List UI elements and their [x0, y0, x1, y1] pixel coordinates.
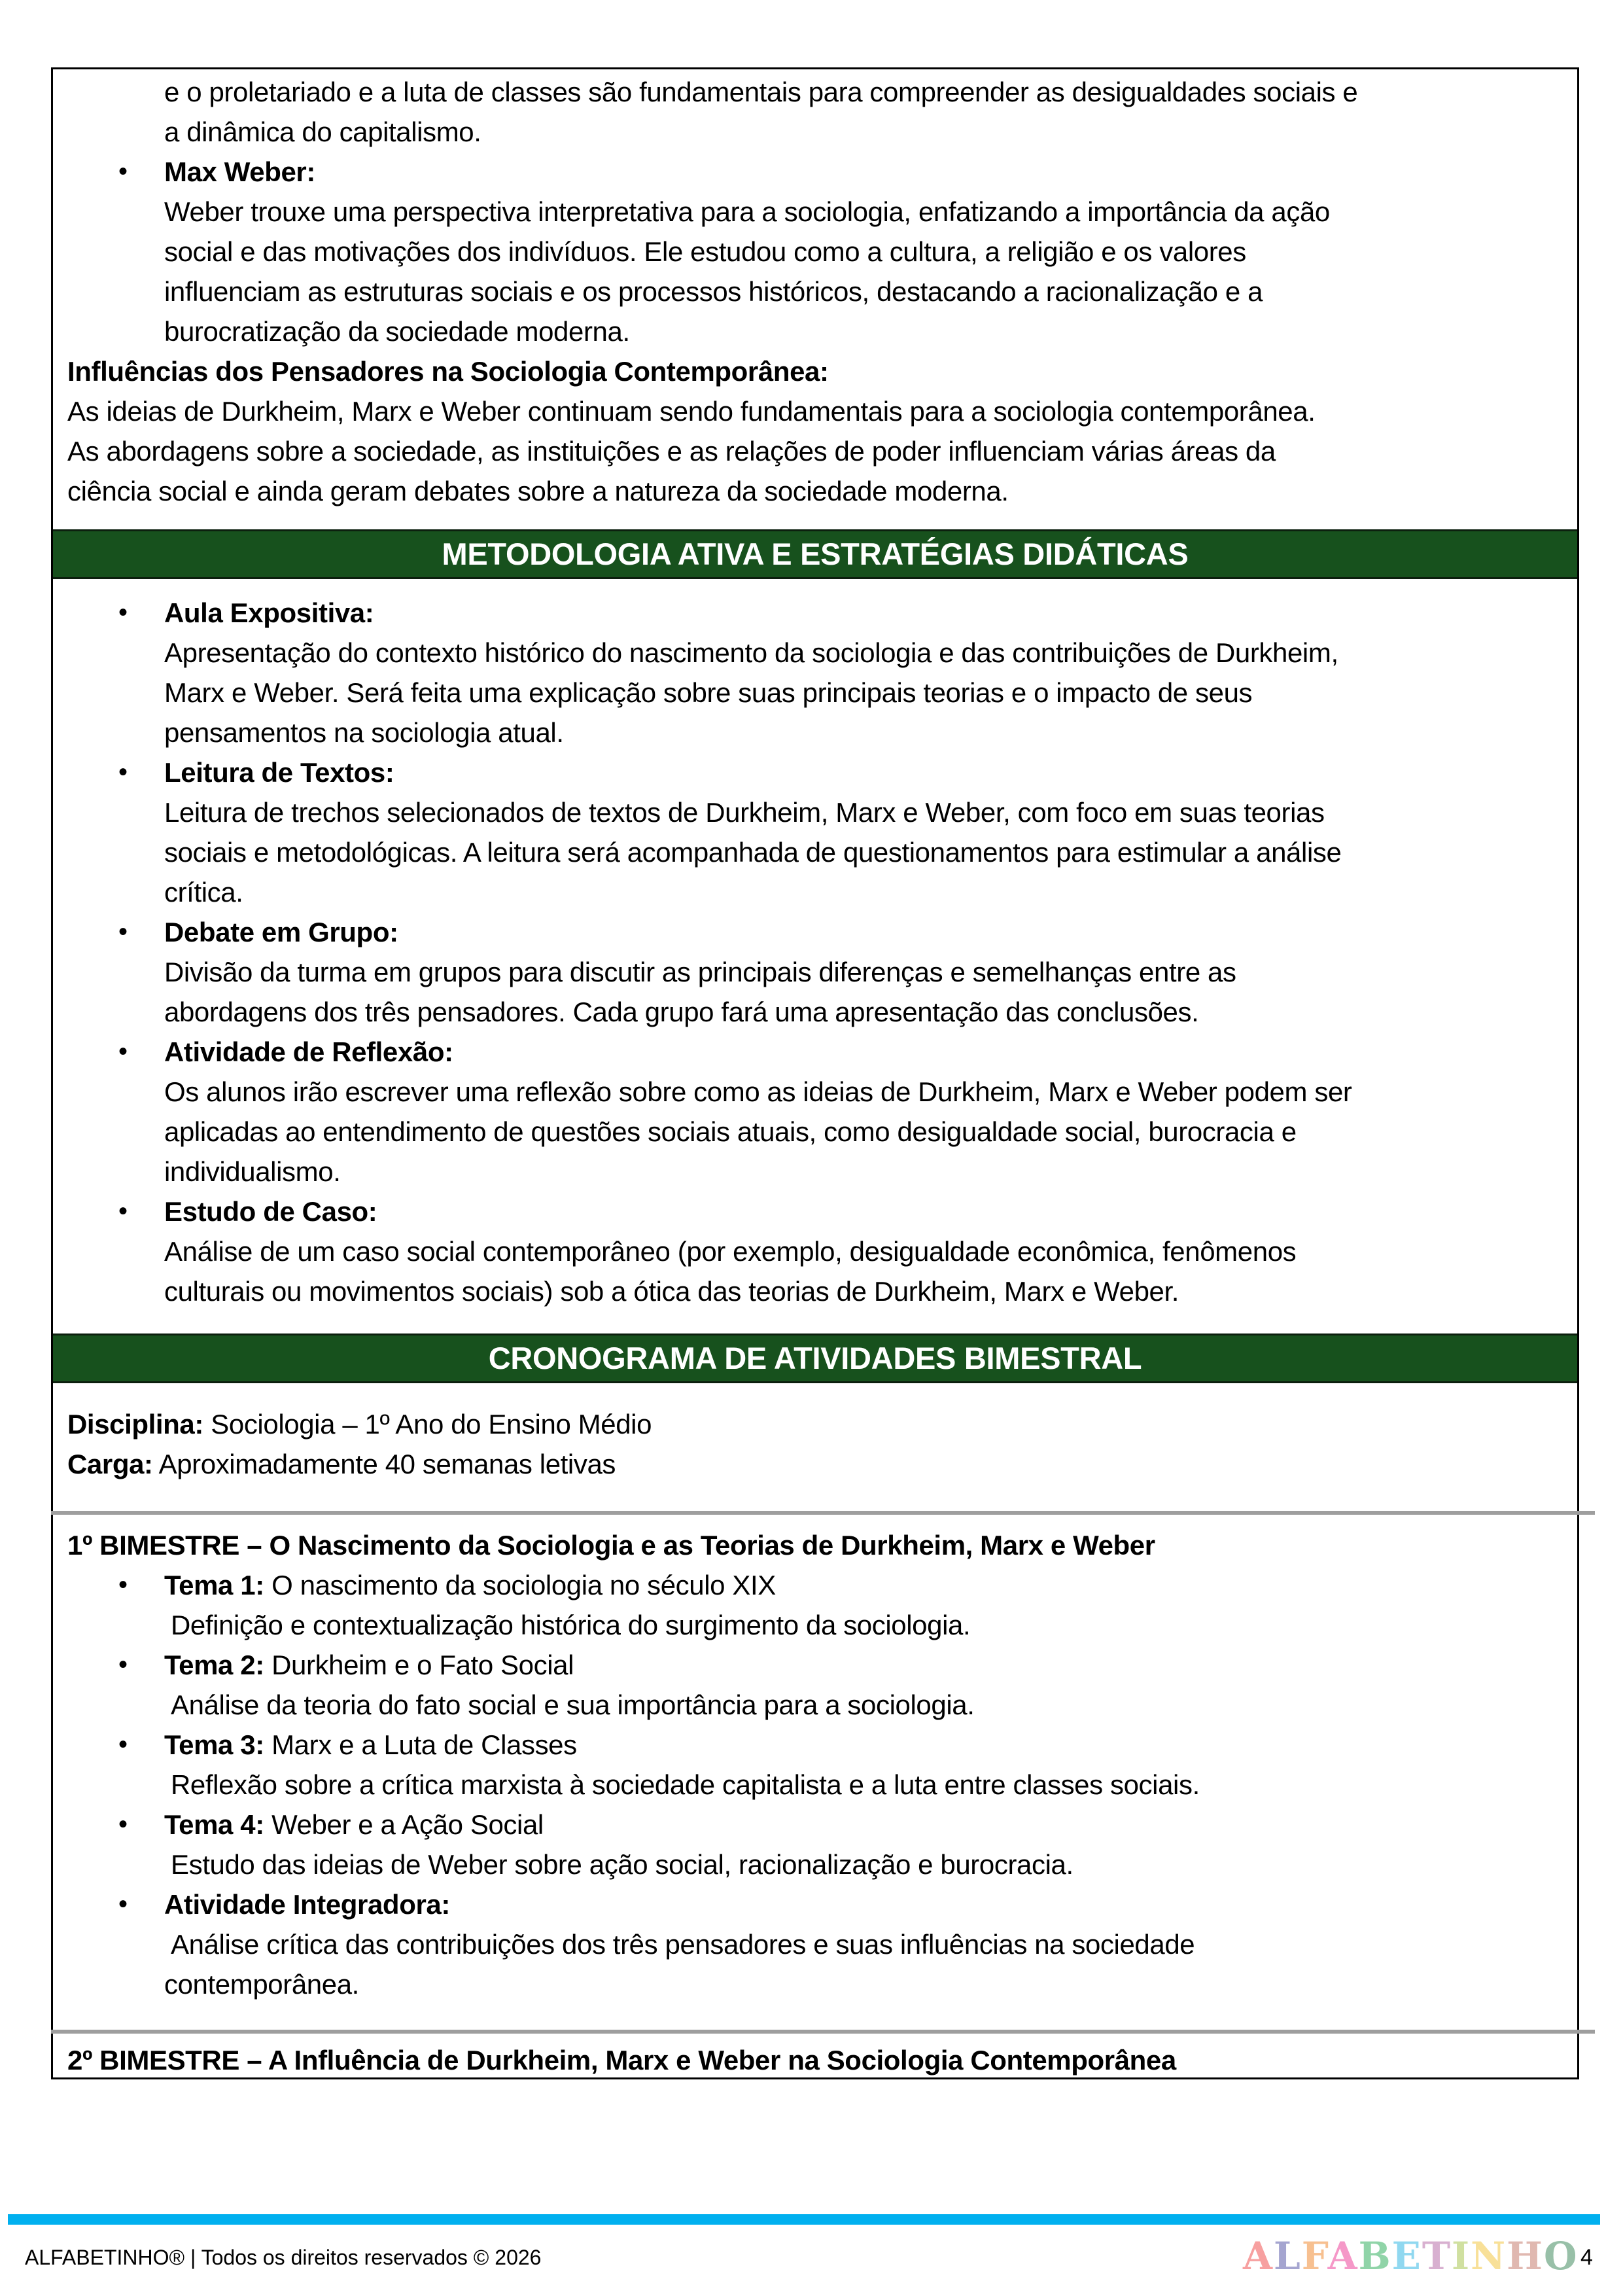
disciplina-value: Sociologia – 1º Ano do Ensino Médio	[203, 1409, 652, 1439]
tema-value: Durkheim e o Fato Social	[264, 1650, 574, 1680]
tema-desc: Definição e contextualização histórica do surgimento da sociologia.	[171, 1610, 971, 1640]
tema-label: Tema 1:	[164, 1570, 264, 1600]
section-divider	[51, 1511, 1595, 1515]
bimestre-2	[53, 2040, 1577, 2080]
tema-item	[53, 1565, 1577, 1605]
logo-letter: O	[1543, 2234, 1579, 2278]
influencias-line: ciência social e ainda geram debates sobre a natureza da sociedade moderna.	[67, 476, 1009, 506]
influencias-line: As ideias de Durkheim, Marx e Weber continuam sendo fundamentais para a sociologia contemporânea.	[67, 396, 1316, 427]
bullet-icon: •	[118, 1810, 128, 1839]
weber-line: burocratização da sociedade moderna.	[164, 316, 630, 347]
item-line: sociais e metodológicas. A leitura será acompanhada de questionamentos para estimular a análise	[164, 837, 1342, 868]
logo-letter: E	[1391, 2234, 1422, 2278]
item-line: Os alunos irão escrever uma reflexão sobre como as ideias de Durkheim, Marx e Weber podem ser	[164, 1076, 1352, 1107]
carga-row	[53, 1444, 1577, 1484]
bimestre-1	[53, 1525, 1577, 2004]
tema-value: O nascimento da sociologia no século XIX	[264, 1570, 776, 1600]
bullet-icon: •	[118, 598, 128, 627]
logo-letter: N	[1471, 2234, 1507, 2278]
bimestre-1-title: 1º BIMESTRE – O Nascimento da Sociologia e as Teorias de Durkheim, Marx e Weber	[67, 1530, 1155, 1561]
bullet-icon: •	[118, 157, 128, 186]
influencias-title: Influências dos Pensadores na Sociologia Contemporânea:	[67, 356, 829, 387]
alfabetinho-logo	[1243, 2236, 1579, 2276]
item-line: aplicadas ao entendimento de questões sociais atuais, como desigualdade social, burocracia e	[164, 1116, 1297, 1147]
tema-label: Atividade Integradora:	[164, 1889, 450, 1920]
logo-letter: B	[1358, 2234, 1392, 2278]
tema-label: Tema 3:	[164, 1729, 264, 1760]
item-line: Marx e Weber. Será feita uma explicação sobre suas principais teorias e o impacto de seus	[164, 677, 1253, 708]
cronograma-info	[53, 1404, 1577, 1484]
atividade-integradora-item	[53, 1884, 1577, 1924]
weber-line: influenciam as estruturas sociais e os processos históricos, destacando a racionalização e a	[164, 276, 1263, 307]
bullet-icon: •	[118, 758, 128, 786]
item-title: Aula Expositiva:	[164, 597, 374, 628]
pensadores-continuation	[53, 72, 1577, 511]
bullet-icon: •	[118, 1197, 128, 1226]
carga-label: Carga:	[67, 1449, 153, 1479]
cronograma-header: CRONOGRAMA DE ATIVIDADES BIMESTRAL	[53, 1333, 1577, 1383]
weber-item	[53, 152, 1577, 192]
footer-copyright: ALFABETINHO® | Todos os direitos reservados © 2026	[25, 2246, 542, 2269]
bimestre-2-title: 2º BIMESTRE – A Influência de Durkheim, Marx e Weber na Sociologia Contemporânea	[67, 2045, 1176, 2075]
bullet-icon: •	[118, 1730, 128, 1759]
marx-continuation-line: a dinâmica do capitalismo.	[164, 116, 481, 147]
weber-title: Max Weber:	[164, 156, 315, 187]
item-title: Debate em Grupo:	[164, 917, 398, 947]
logo-letter: L	[1274, 2234, 1302, 2278]
bullet-icon: •	[118, 917, 128, 946]
tema-label: Tema 4:	[164, 1809, 264, 1840]
section-divider	[51, 2030, 1595, 2034]
metodologia-list	[53, 593, 1577, 1311]
item-line: Leitura de trechos selecionados de textos de Durkheim, Marx e Weber, com foco em suas teorias	[164, 797, 1325, 828]
item-line: Apresentação do contexto histórico do nascimento da sociologia e das contribuições de Durkheim,	[164, 637, 1338, 668]
logo-letter: I	[1452, 2234, 1471, 2278]
tema-desc: contemporânea.	[164, 1969, 359, 2000]
metodologia-item-aula-expositiva	[53, 593, 1577, 633]
bullet-icon: •	[118, 1037, 128, 1066]
item-line: abordagens dos três pensadores. Cada grupo fará uma apresentação das conclusões.	[164, 997, 1199, 1027]
item-title: Estudo de Caso:	[164, 1196, 377, 1227]
page-number: 4	[1580, 2245, 1593, 2270]
logo-letter: H	[1507, 2234, 1544, 2278]
weber-line: Weber trouxe uma perspectiva interpretativa para a sociologia, enfatizando a importância da ação	[164, 196, 1330, 227]
bullet-icon: •	[118, 1570, 128, 1599]
item-line: pensamentos na sociologia atual.	[164, 717, 564, 748]
metodologia-item-atividade-reflexao	[53, 1032, 1577, 1072]
metodologia-item-debate-grupo	[53, 912, 1577, 952]
metodologia-header: METODOLOGIA ATIVA E ESTRATÉGIAS DIDÁTICAS	[53, 529, 1577, 579]
tema-desc: Análise da teoria do fato social e sua importância para a sociologia.	[171, 1689, 975, 1720]
footer-bar	[8, 2214, 1600, 2225]
logo-letter: F	[1301, 2234, 1328, 2278]
tema-item	[53, 1805, 1577, 1845]
bullet-icon: •	[118, 1650, 128, 1679]
marx-continuation-line: e o proletariado e a luta de classes são fundamentais para compreender as desigualdades sociais e	[164, 77, 1358, 107]
logo-letter: T	[1422, 2234, 1452, 2278]
carga-value: Aproximadamente 40 semanas letivas	[152, 1449, 616, 1479]
content-box	[51, 67, 1579, 2079]
tema-item	[53, 1645, 1577, 1685]
logo-letter: A	[1243, 2234, 1274, 2278]
disciplina-label: Disciplina:	[67, 1409, 203, 1439]
tema-label: Tema 2:	[164, 1650, 264, 1680]
tema-desc: Reflexão sobre a crítica marxista à sociedade capitalista e a luta entre classes sociais.	[171, 1769, 1200, 1800]
item-line: Divisão da turma em grupos para discutir as principais diferenças e semelhanças entre as	[164, 957, 1236, 987]
influencias-line: As abordagens sobre a sociedade, as instituições e as relações de poder influenciam várias áreas da	[67, 436, 1276, 467]
item-line: crítica.	[164, 877, 243, 908]
tema-value: Marx e a Luta de Classes	[264, 1729, 577, 1760]
tema-desc: Estudo das ideias de Weber sobre ação social, racionalização e burocracia.	[171, 1849, 1073, 1880]
item-line: culturais ou movimentos sociais) sob a ótica das teorias de Durkheim, Marx e Weber.	[164, 1276, 1179, 1307]
weber-line: social e das motivações dos indivíduos. Ele estudou como a cultura, a religião e os valores	[164, 236, 1246, 267]
bullet-icon: •	[118, 1890, 128, 1918]
item-line: Análise de um caso social contemporâneo (por exemplo, desigualdade econômica, fenômenos	[164, 1236, 1297, 1267]
logo-letter: A	[1327, 2234, 1359, 2278]
tema-value: Weber e a Ação Social	[264, 1809, 544, 1840]
item-title: Leitura de Textos:	[164, 757, 394, 788]
item-title: Atividade de Reflexão:	[164, 1036, 453, 1067]
metodologia-item-leitura-textos	[53, 752, 1577, 792]
tema-desc: Análise crítica das contribuições dos três pensadores e suas influências na sociedade	[171, 1929, 1195, 1960]
item-line: individualismo.	[164, 1156, 341, 1187]
metodologia-item-estudo-caso	[53, 1192, 1577, 1231]
disciplina-row	[53, 1404, 1577, 1444]
tema-item	[53, 1725, 1577, 1765]
